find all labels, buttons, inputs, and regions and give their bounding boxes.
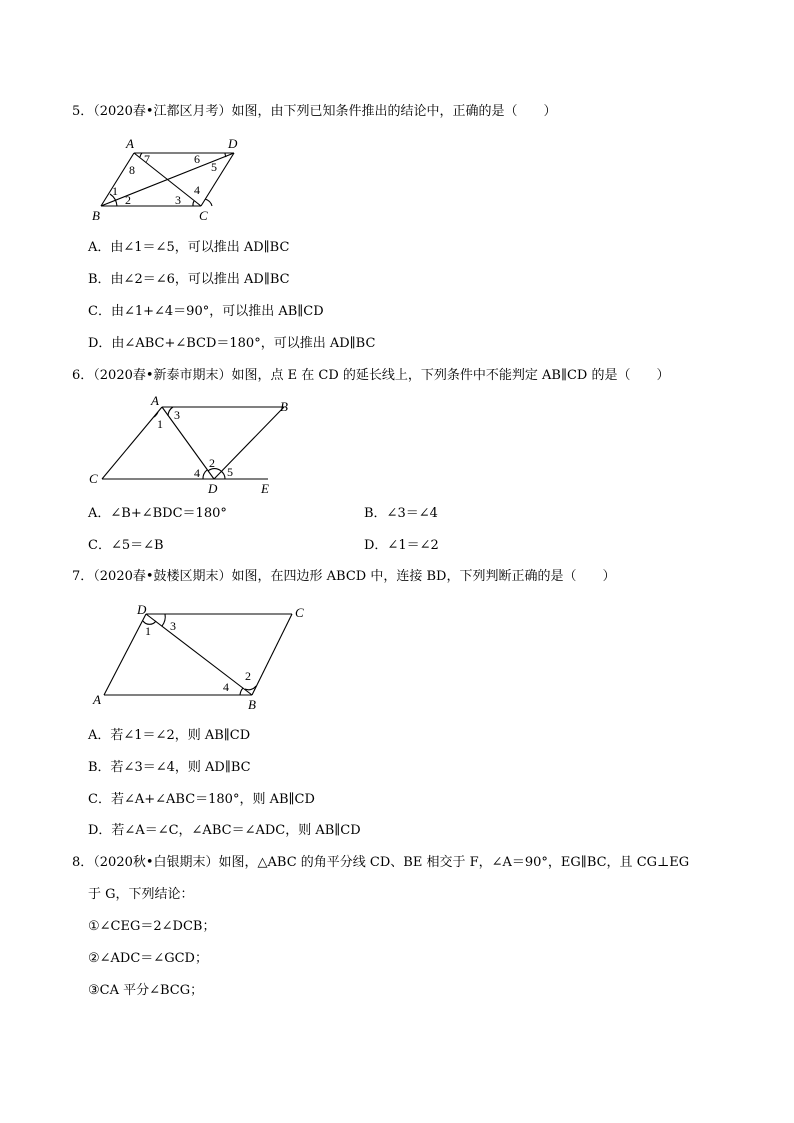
q8-statement-3: ③CA 平分∠BCG；: [88, 983, 204, 998]
q6-option-d: D．∠1＝∠2: [364, 538, 439, 553]
q6-angle-1: 1: [157, 417, 163, 431]
q7-point-D: D: [137, 602, 147, 617]
q5-point-A: A: [126, 136, 134, 151]
q5-angle-6: 6: [194, 152, 200, 166]
q5-option-c: C．由∠1+∠4＝90°，可以推出 AB∥CD: [88, 304, 324, 319]
q7-angle-3: 3: [170, 619, 176, 633]
q5-angle-7: 7: [144, 152, 150, 166]
q5-point-D: D: [228, 136, 238, 151]
q7-point-B: B: [248, 697, 256, 712]
q6-angle-3: 3: [174, 408, 180, 422]
q5-option-a: A．由∠1＝∠5，可以推出 AD∥BC: [88, 240, 290, 255]
q7-angle-4: 4: [223, 680, 229, 694]
q5-option-b: B．由∠2＝∠6，可以推出 AD∥BC: [88, 272, 290, 287]
q7-point-C: C: [295, 605, 304, 620]
q5-angle-1: 1: [112, 184, 118, 198]
q8-statement-1: ①∠CEG＝2∠DCB；: [88, 919, 216, 934]
q6-angle-5: 5: [227, 465, 233, 479]
q5-point-C: C: [199, 208, 208, 223]
q5-figure: [88, 134, 258, 229]
q6-stem: 6．（2020春•新泰市期末）如图，点 E 在 CD 的延长线上，下列条件中不能判定 AB∥CD 的是（ ）: [72, 368, 670, 383]
q5-stem: 5．（2020春•江都区月考）如图，由下列已知条件推出的结论中，正确的是（ ）: [72, 104, 557, 119]
q5-angle-8: 8: [129, 163, 135, 177]
q6-option-a: A．∠B+∠BDC＝180°: [88, 506, 227, 521]
q7-option-d: D．若∠A＝∠C，∠ABC＝∠ADC，则 AB∥CD: [88, 823, 361, 838]
q5-angle-3: 3: [175, 193, 181, 207]
q7-angle-1: 1: [145, 624, 151, 638]
q6-figure: [88, 395, 288, 500]
q6-point-E: E: [261, 481, 269, 496]
q5-point-B: B: [92, 208, 100, 223]
q5-angle-4: 4: [194, 183, 200, 197]
q6-point-A: A: [151, 393, 159, 408]
q6-angle-4: 4: [194, 466, 200, 480]
q6-option-b: B．∠3＝∠4: [364, 506, 438, 521]
q6-point-D: D: [208, 481, 218, 496]
q5-angle-5: 5: [211, 160, 217, 174]
q7-option-c: C．若∠A+∠ABC＝180°，则 AB∥CD: [88, 792, 315, 807]
q5-option-d: D．由∠ABC+∠BCD＝180°，可以推出 AD∥BC: [88, 336, 376, 351]
q5-angle-2: 2: [125, 193, 131, 207]
q7-stem: 7．（2020春•鼓楼区期末）如图，在四边形 ABCD 中，连接 BD，下列判断正确的是（ ）: [72, 569, 616, 584]
q7-point-A: A: [93, 692, 101, 707]
q6-point-C: C: [89, 471, 98, 486]
q8-statement-2: ②∠ADC＝∠GCD；: [88, 951, 208, 966]
q7-figure: [88, 600, 318, 715]
q8-stem-line1: 8．（2020秋•白银期末）如图，△ABC 的角平分线 CD、BE 相交于 F，∠A＝90°，EG∥BC，且 CG⊥EG: [72, 855, 690, 870]
q6-angle-2: 2: [209, 456, 215, 470]
q8-stem-line2: 于 G，下列结论：: [88, 887, 194, 902]
q6-option-c: C．∠5＝∠B: [88, 538, 164, 553]
q7-option-a: A．若∠1＝∠2，则 AB∥CD: [88, 728, 251, 743]
q7-angle-2: 2: [245, 669, 251, 683]
q7-option-b: B．若∠3＝∠4，则 AD∥BC: [88, 760, 251, 775]
q6-point-B: B: [280, 399, 288, 414]
